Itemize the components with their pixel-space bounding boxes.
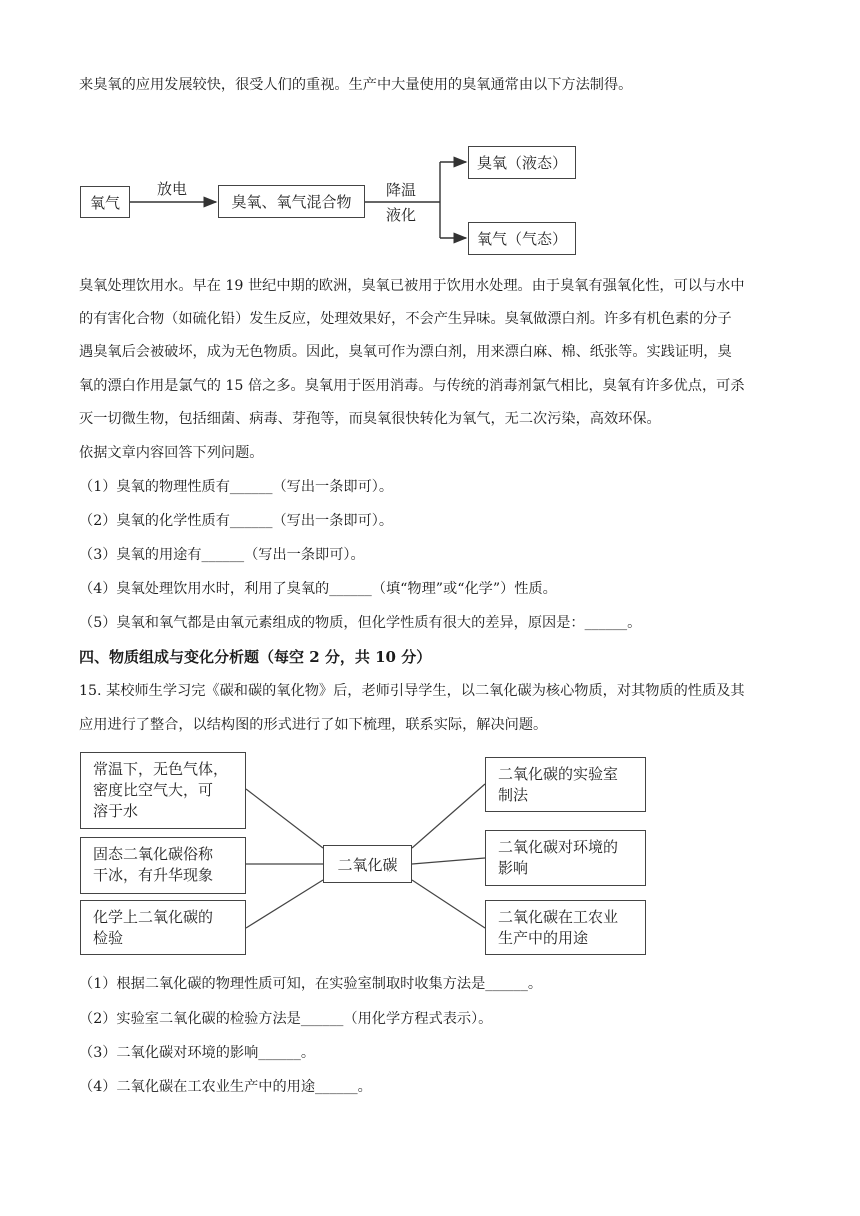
oxygen-box: 氧气 (80, 186, 130, 218)
liquefy-label: 液化 (386, 206, 417, 224)
dry-ice-box: 固态二氧化碳俗称 干冰，有升华现象 (80, 837, 246, 894)
question-prompt: 依据文章内容回答下列问题。 (79, 445, 264, 461)
mixture-box: 臭氧、氧气混合物 (218, 185, 365, 218)
section-title: 四、物质组成与变化分析题（每空 2 分，共 10 分） (79, 648, 432, 666)
discharge-label: 放电 (157, 180, 188, 198)
paragraph-line: 氧的漂白作用是氯气的 15 倍之多。臭氧用于医用消毒。与传统的消毒剂氯气相比，臭氧有许多优点，可杀 (79, 378, 745, 394)
q15-intro-line: 15. 某校师生学习完《碳和碳的氧化物》后，老师引导学生，以二氧化碳为核心物质，对其物质的性质及其 (79, 683, 745, 699)
cooling-label: 降温 (386, 181, 417, 199)
environment-impact-box: 二氧化碳对环境的 影响 (485, 830, 646, 886)
question-item: （2）臭氧的化学性质有______（写出一条即可）。 (79, 513, 394, 529)
question-item: （1）根据二氧化碳的物理性质可知，在实验室制取时收集方法是______。 (79, 976, 543, 992)
question-item: （3）二氧化碳对环境的影响______。 (79, 1045, 316, 1061)
paragraph-line: 遇臭氧后会被破坏，成为无色物质。因此，臭氧可作为漂白剂，用来漂白麻、棉、纸张等。实践证明，臭 (79, 344, 732, 360)
question-item: （3）臭氧的用途有______（写出一条即可）。 (79, 547, 365, 563)
question-item: （5）臭氧和氧气都是由氧元素组成的物质，但化学性质有很大的差异，原因是：______。 (79, 615, 642, 631)
paragraph-line: 灭一切微生物，包括细菌、病毒、芽孢等，而臭氧很快转化为氧气，无二次污染，高效环保。 (79, 411, 661, 427)
paragraph-line: 的有害化合物（如硫化铅）发生反应，处理效果好，不会产生异味。臭氧做漂白剂。许多有机色素的分子 (79, 311, 732, 327)
question-item: （4）二氧化碳在工农业生产中的用途______。 (79, 1079, 372, 1095)
co2-center-box: 二氧化碳 (323, 845, 412, 883)
paragraph-line: 臭氧处理饮用水。早在 19 世纪中期的欧洲，臭氧已被用于饮用水处理。由于臭氧有强氧化性，可以与水中 (79, 278, 745, 294)
question-item: （1）臭氧的物理性质有______（写出一条即可）。 (79, 479, 394, 495)
industrial-uses-box: 二氧化碳在工农业 生产中的用途 (485, 900, 646, 955)
intro-text: 来臭氧的应用发展较快，很受人们的重视。生产中大量使用的臭氧通常由以下方法制得。 (79, 77, 633, 93)
q15-intro-line: 应用进行了整合，以结构图的形式进行了如下梳理，联系实际，解决问题。 (79, 717, 548, 733)
oxygen-gas-box: 氧气（气态） (468, 222, 576, 255)
ozone-liquid-box: 臭氧（液态） (468, 146, 576, 179)
question-item: （4）臭氧处理饮用水时，利用了臭氧的______（填“物理”或“化学”）性质。 (79, 581, 557, 597)
co2-test-box: 化学上二氧化碳的 检验 (80, 900, 246, 955)
lab-preparation-box: 二氧化碳的实验室 制法 (485, 757, 646, 812)
property-physical-box: 常温下，无色气体， 密度比空气大，可 溶于水 (80, 752, 246, 829)
question-item: （2）实验室二氧化碳的检验方法是______（用化学方程式表示）。 (79, 1011, 493, 1027)
